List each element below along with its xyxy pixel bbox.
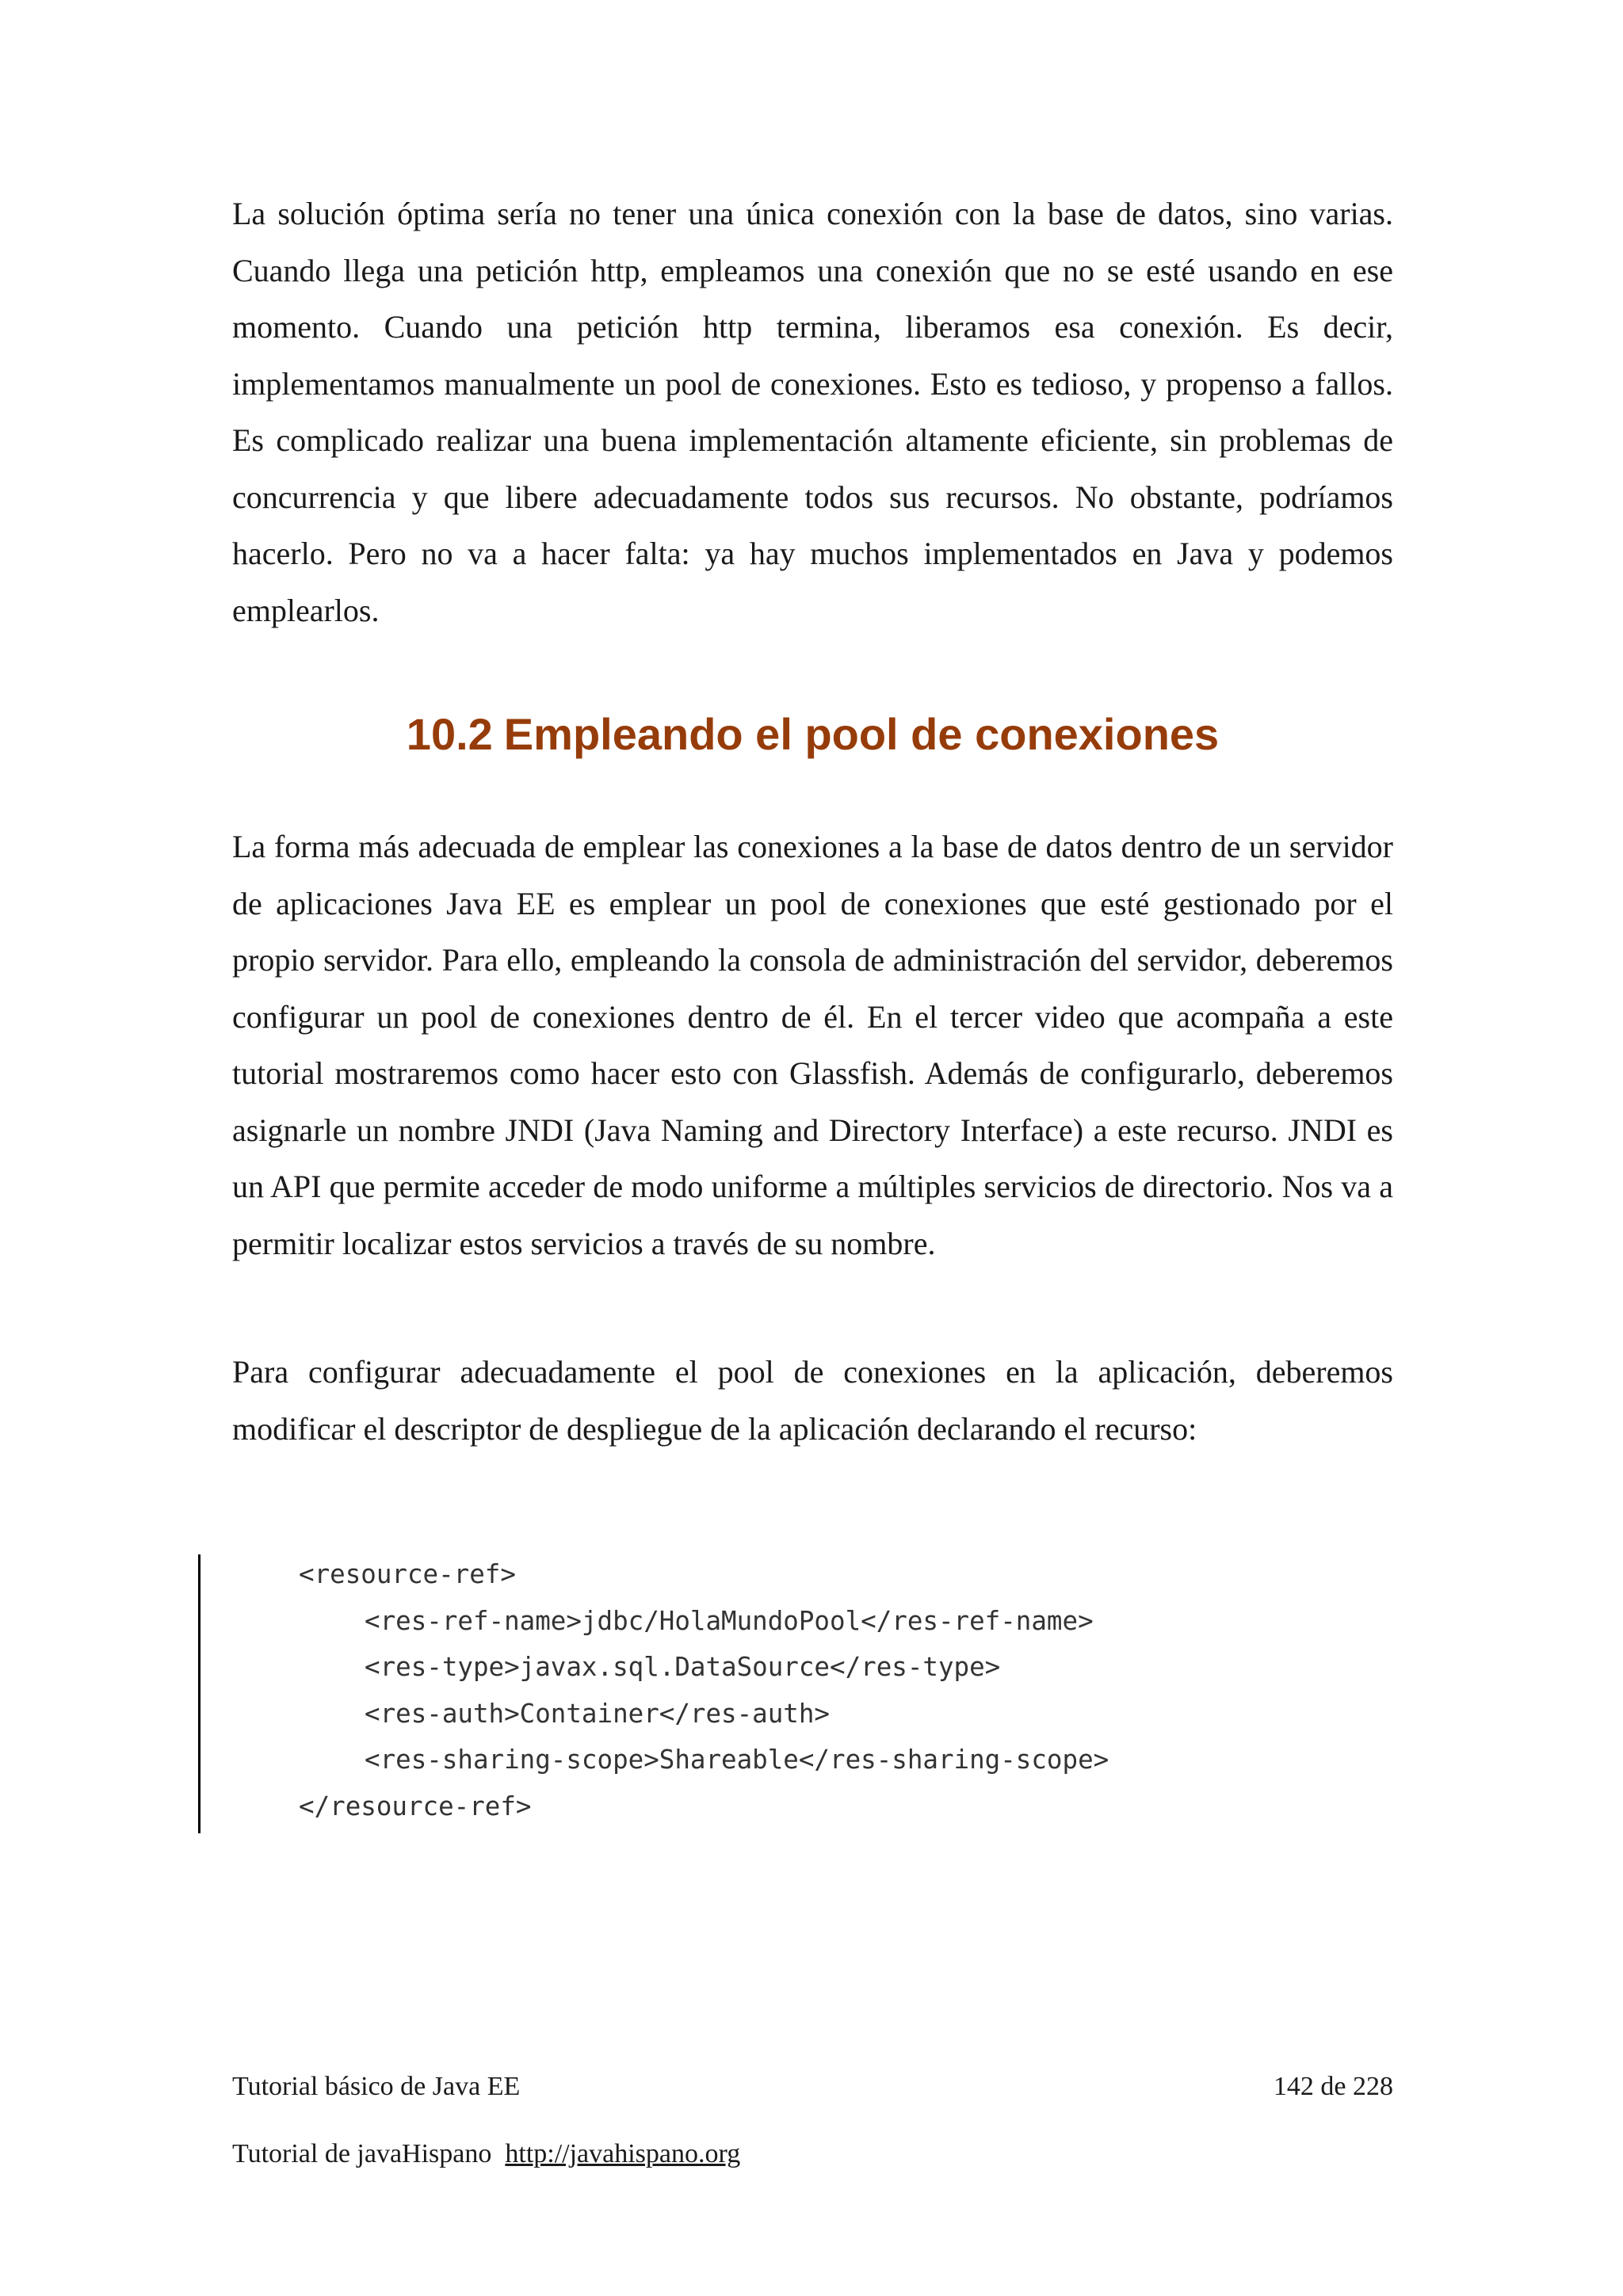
footer-page-number — [1270, 2069, 1393, 2104]
section-title: Empleando el pool de conexiones — [503, 709, 1220, 759]
code-block — [299, 1551, 1109, 1829]
footer-credit: Tutorial de javaHispano — [232, 2139, 492, 2168]
code-line: <res-type>javax.sql.DataSource</res-type> — [365, 1652, 1001, 1682]
page-current: 142 — [1273, 2072, 1314, 2101]
footer-doc-title: Tutorial básico de Java EE — [232, 2072, 521, 2101]
code-line: <resource-ref> — [299, 1559, 516, 1589]
code-block-bar — [198, 1554, 200, 1833]
code-line: <res-ref-name>jdbc/HolaMundoPool</res-ref-name> — [365, 1605, 1094, 1636]
code-line: <res-sharing-scope>Shareable</res-sharing-scope> — [365, 1745, 1109, 1775]
page-of: de — [1320, 2072, 1346, 2101]
section-number: 10.2 — [406, 709, 493, 759]
page-total: 228 — [1353, 2072, 1393, 2101]
paragraph-connection-pool-intro: La solución óptima sería no tener una única conexión con la base de datos, sino varias. Cuando llega una petición http, empleamos una conexión que no se esté usando en ese momento. Cuando una petición http termina, liberamos esa conexión. Es decir, implementamos manualmente un pool de conexiones. Esto es tedioso, y propenso a fallos. Es complicado realizar una buena implementación altamente eficiente, sin problemas de concurrencia y que libere adecuadamente todos sus recursos. No obstante, podríamos hacerlo. Pero no va a hacer falta: ya hay muchos implementados en Java y podemos emplearlos. — [232, 196, 1393, 628]
code-line: </resource-ref> — [299, 1791, 532, 1821]
code-line: <res-auth>Container</res-auth> — [365, 1698, 830, 1729]
footer-link[interactable]: http://javahispano.org — [505, 2139, 741, 2168]
section-heading — [232, 703, 1393, 766]
footer-credit-line — [232, 2137, 740, 2172]
paragraph-server-pool: La forma más adecuada de emplear las conexiones a la base de datos dentro de un servidor de aplicaciones Java EE es emplear un pool de conexiones que esté gestionado por el propio servidor. Para ello, empleando la consola de administración del servidor, deberemos configurar un pool de conexiones dentro de él. En el tercer video que acompaña a este tutorial mostraremos como hacer esto con Glassfish. Además de configurarlo, deberemos asignarle un nombre JNDI (Java Naming and Directory Interface) a este recurso. JNDI es un API que permite acceder de modo uniforme a múltiples servicios de directorio. Nos va a permitir localizar estos servicios a través de su nombre. — [232, 829, 1393, 1261]
paragraph-descriptor: Para configurar adecuadamente el pool de conexiones en la aplicación, deberemos modificar el descriptor de despliegue de la aplicación declarando el recurso: — [232, 1354, 1393, 1447]
